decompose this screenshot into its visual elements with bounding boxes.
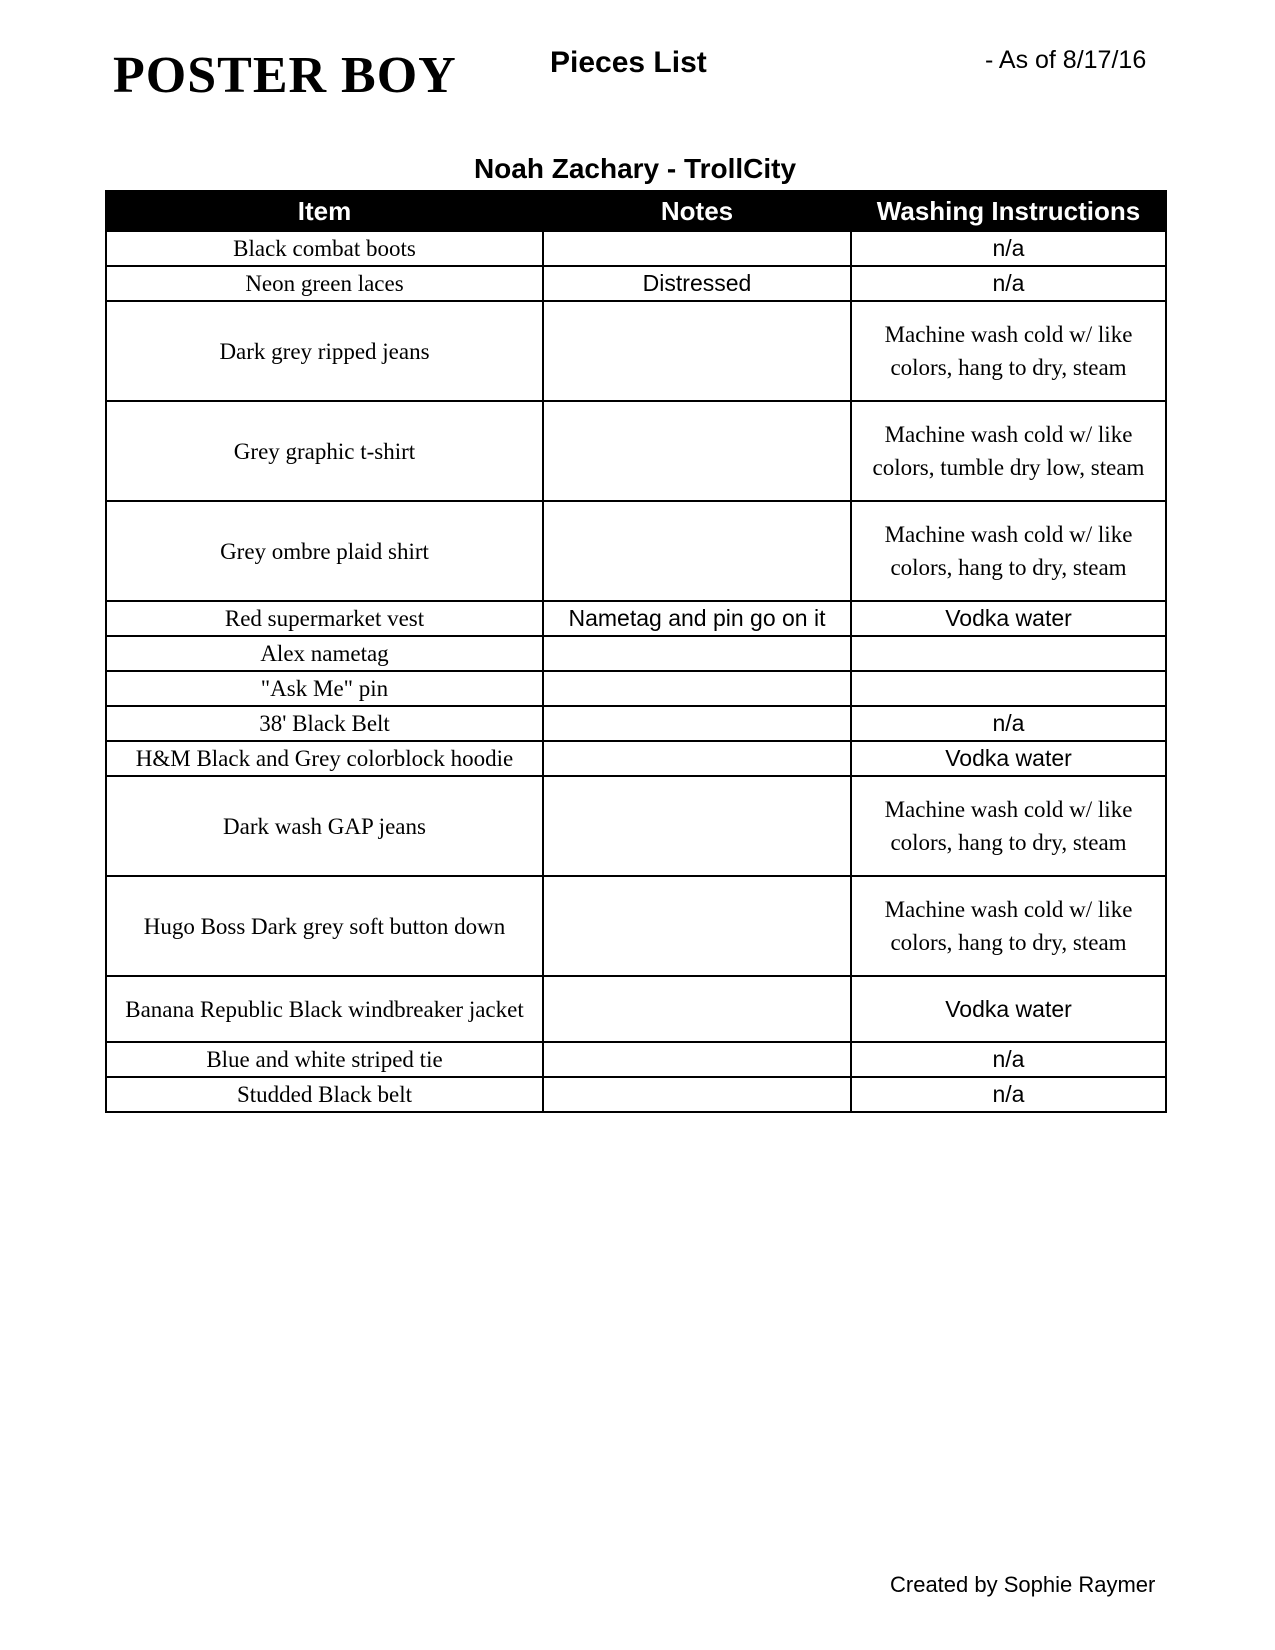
table-row [106, 231, 1166, 266]
cell-washing: Vodka water [851, 976, 1166, 1042]
cell-notes [543, 301, 851, 401]
cell-item: Banana Republic Black windbreaker jacket [106, 976, 543, 1042]
table-row [106, 706, 1166, 741]
cell-item: Alex nametag [106, 636, 543, 671]
table-row [106, 876, 1166, 976]
column-header-notes: Notes [543, 191, 851, 231]
cell-washing: Vodka water [851, 741, 1166, 776]
cell-washing: Machine wash cold w/ like colors, hang to dry, steam [851, 876, 1166, 976]
cell-notes [543, 876, 851, 976]
table-heading: Noah Zachary - TrollCity [473, 153, 797, 184]
table-row [106, 636, 1166, 671]
cell-washing: Vodka water [851, 601, 1166, 636]
cell-item: "Ask Me" pin [106, 671, 543, 706]
cell-notes [543, 776, 851, 876]
table-header-row [106, 191, 1166, 231]
page-title: Pieces List [550, 46, 707, 79]
cell-washing: Machine wash cold w/ like colors, tumble dry low, steam [851, 401, 1166, 501]
cell-item: Dark wash GAP jeans [106, 776, 543, 876]
cell-washing: Machine wash cold w/ like colors, hang to dry, steam [851, 776, 1166, 876]
cell-notes [543, 1042, 851, 1077]
cell-washing: Machine wash cold w/ like colors, hang to dry, steam [851, 501, 1166, 601]
cell-notes [543, 741, 851, 776]
cell-washing: n/a [851, 1077, 1166, 1112]
table-row [106, 601, 1166, 636]
cell-item: Black combat boots [106, 231, 543, 266]
cell-item: 38' Black Belt [106, 706, 543, 741]
pieces-table [105, 190, 1167, 1113]
cell-item: Blue and white striped tie [106, 1042, 543, 1077]
table-row [106, 741, 1166, 776]
cell-item: Studded Black belt [106, 1077, 543, 1112]
column-header-washing: Washing Instructions [851, 191, 1166, 231]
cell-notes [543, 401, 851, 501]
cell-notes [543, 636, 851, 671]
cell-notes [543, 1077, 851, 1112]
cell-item: Dark grey ripped jeans [106, 301, 543, 401]
table-row [106, 301, 1166, 401]
cell-notes [543, 671, 851, 706]
cell-notes [543, 976, 851, 1042]
cell-washing: n/a [851, 266, 1166, 301]
footer-credit: Created by Sophie Raymer [890, 1572, 1156, 1597]
as-of-date: - As of 8/17/16 [985, 46, 1147, 74]
table-row [106, 976, 1166, 1042]
cell-washing: n/a [851, 231, 1166, 266]
cell-item: Grey graphic t-shirt [106, 401, 543, 501]
table-row [106, 1042, 1166, 1077]
cell-item: H&M Black and Grey colorblock hoodie [106, 741, 543, 776]
logo-text: POSTER BOY [113, 47, 457, 104]
cell-item: Hugo Boss Dark grey soft button down [106, 876, 543, 976]
cell-item: Red supermarket vest [106, 601, 543, 636]
table-row [106, 501, 1166, 601]
cell-notes [543, 501, 851, 601]
cell-notes: Nametag and pin go on it [543, 601, 851, 636]
cell-item: Neon green laces [106, 266, 543, 301]
table-row [106, 671, 1166, 706]
cell-washing: n/a [851, 706, 1166, 741]
column-header-item: Item [106, 191, 543, 231]
cell-washing: Machine wash cold w/ like colors, hang to dry, steam [851, 301, 1166, 401]
table-row [106, 1077, 1166, 1112]
cell-notes [543, 231, 851, 266]
cell-washing: n/a [851, 1042, 1166, 1077]
cell-notes: Distressed [543, 266, 851, 301]
cell-washing [851, 636, 1166, 671]
cell-notes [543, 706, 851, 741]
cell-item: Grey ombre plaid shirt [106, 501, 543, 601]
table-row [106, 266, 1166, 301]
table-row [106, 776, 1166, 876]
cell-washing [851, 671, 1166, 706]
table-row [106, 401, 1166, 501]
